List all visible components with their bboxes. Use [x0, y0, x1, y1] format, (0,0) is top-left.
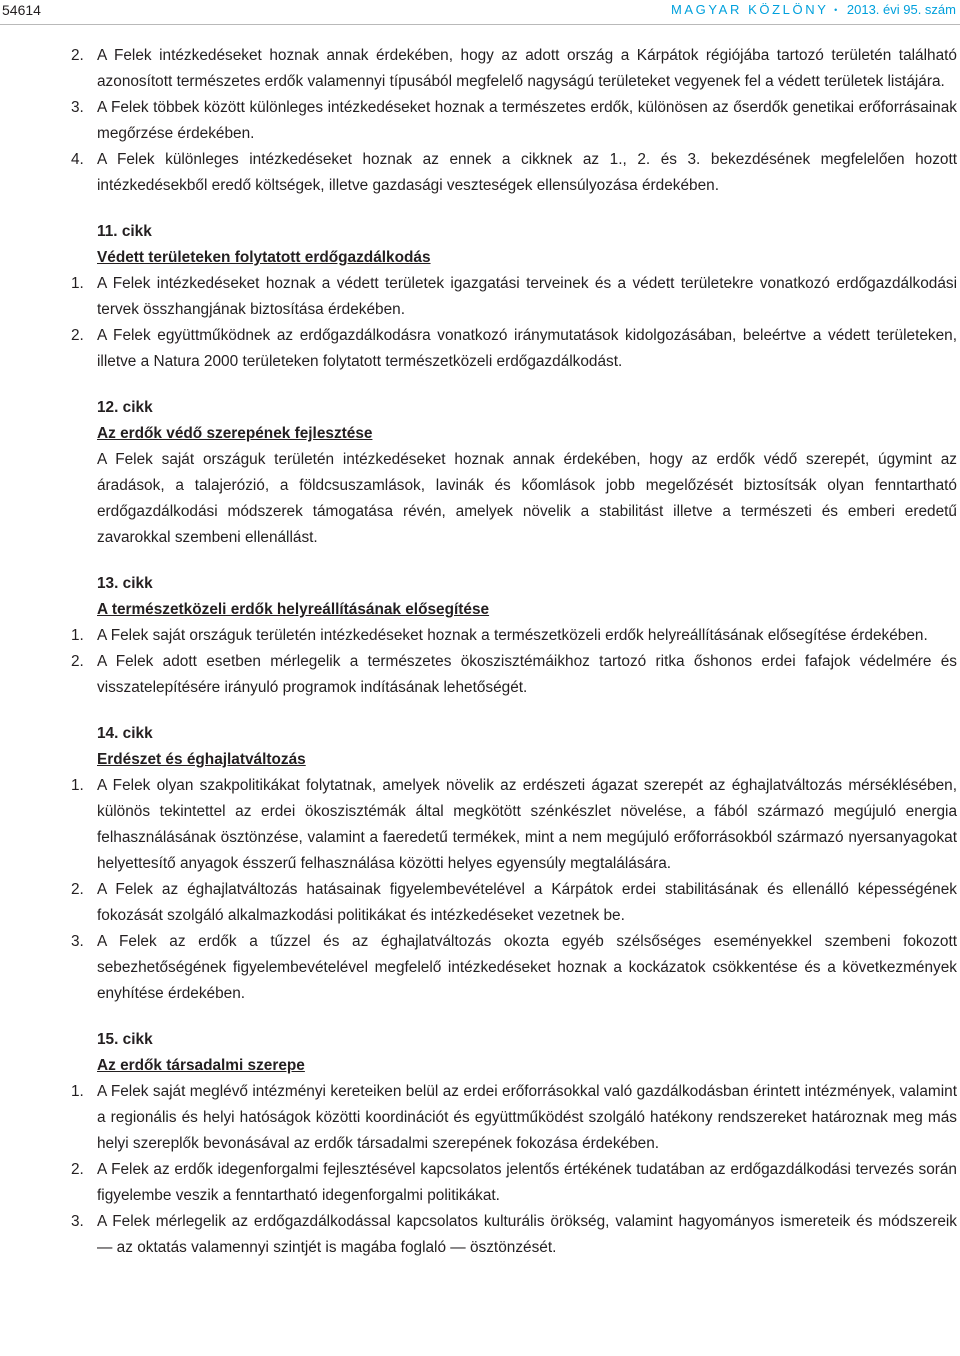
article	[71, 571, 957, 701]
paragraph-number: 3.	[71, 933, 84, 950]
article	[71, 721, 957, 1007]
article-title-text: Az erdők védő szerepének fejlesztése	[97, 425, 373, 442]
paragraph	[71, 271, 957, 323]
page-header	[0, 0, 960, 20]
paragraph-number: 2.	[71, 47, 84, 64]
articles-section	[71, 219, 957, 1261]
page-number: 54614	[2, 2, 41, 18]
intro-section	[71, 43, 957, 199]
paragraph	[71, 623, 957, 649]
issue-number: 2013. évi 95. szám	[846, 2, 956, 17]
paragraph	[71, 1209, 957, 1261]
paragraph	[71, 649, 957, 701]
journal-title: MAGYAR KÖZLÖNY	[670, 2, 829, 17]
article-title-text: Erdészet és éghajlatváltozás	[97, 751, 306, 768]
article-heading: 12. cikk	[97, 399, 153, 416]
paragraph-text: A Felek különleges intézkedéseket hoznak az ennek a cikknek az 1., 2. és 3. bekezdésének megfelelően hozott intézkedésekből eredő költségek, illetve gazdasági veszteségek ellensúlyozása érdekében.	[97, 151, 957, 194]
paragraph-number: 1.	[71, 1083, 84, 1100]
paragraph-text: A Felek adott esetben mérlegelik a természetes ökoszisztémáikhoz tartozó ritka őshonos erdei fafajok védelmére és visszatelepítésére irányuló programok indításának lehetőségét.	[97, 653, 957, 696]
paragraph-number: 2.	[71, 653, 84, 670]
paragraph-text: A Felek intézkedéseket hoznak a védett területek igazgatási terveinek és a védett területekre vonatkozó erdőgazdálkodási tervek összhangjának biztosítása érdekében.	[97, 275, 957, 318]
paragraph-text: A Felek többek között különleges intézkedéseket hoznak a természetes erdők, különösen az őserdők genetikai erőforrásainak megőrzése érdekében.	[97, 99, 957, 142]
paragraph-number: 3.	[71, 1213, 84, 1230]
article-title	[97, 597, 957, 623]
article-title	[97, 1053, 957, 1079]
article-heading: 14. cikk	[97, 725, 153, 742]
paragraph-text: A Felek saját meglévő intézményi kereteiken belül az erdei erőforrásokkal való gazdálkodásban érintett intézmények, valamint a regionális és helyi hatóságok közötti koordinációt és együttműködést szolgáló hatékony rendszereket határoznak meg más helyi szereplők bevonásával az erdők társadalmi szerepének fokozása érdekében.	[97, 1083, 957, 1152]
paragraph	[97, 447, 957, 551]
running-head	[671, 0, 956, 20]
paragraph	[71, 1157, 957, 1209]
paragraph-text: A Felek olyan szakpolitikákat folytatnak, amelyek növelik az erdészeti ágazat szerepét az éghajlatváltozás mérséklésében, különös tekintettel az erdei ökoszisztémák által megkötött szénkészlet növelése, a fából származó megújuló energia felhasználásának ösztönzése, valamint a faeredetű termékek, mint a nem megújuló erőforrásokból származó nyersanyagokat helyettesítő anyagok ésszerű felhasználása közötti helyes egyensúly megtalálására.	[97, 777, 957, 872]
article	[71, 219, 957, 375]
paragraph	[71, 147, 957, 199]
article-title-text: Az erdők társadalmi szerepe	[97, 1057, 305, 1074]
article	[71, 1027, 957, 1261]
article-title-text: Védett területeken folytatott erdőgazdálkodás	[97, 249, 431, 266]
document-body	[71, 43, 957, 1261]
paragraph	[71, 43, 957, 95]
paragraph	[71, 929, 957, 1007]
bullet-separator: •	[834, 5, 838, 15]
paragraph-text: A Felek együttműködnek az erdőgazdálkodásra vonatkozó iránymutatások kidolgozásában, beleértve a védett területeken, illetve a Natura 2000 területeken folytatott természetközeli erdőgazdálkodást.	[97, 327, 957, 370]
article-title	[97, 421, 957, 447]
article-heading: 13. cikk	[97, 575, 153, 592]
paragraph-text: A Felek mérlegelik az erdőgazdálkodással kapcsolatos kulturális örökség, valamint hagyományos ismereteik és módszereik — az oktatás valamennyi szintjét is magába foglaló — ösztönzését.	[97, 1213, 957, 1256]
paragraph	[71, 323, 957, 375]
paragraph-text: A Felek saját országuk területén intézkedéseket hoznak a természetközeli erdők helyreállításának elősegítése érdekében.	[97, 627, 928, 644]
paragraph-text: A Felek az erdők a tűzzel és az éghajlatváltozás okozta egyéb szélsőséges eseményekkel szembeni fokozott sebezhetőségének figyelembevételével megfelelő intézkedéseket hoznak a kockázatok csökkentése és a következmények enyhítése érdekében.	[97, 933, 957, 1002]
paragraph	[71, 95, 957, 147]
paragraph-number: 2.	[71, 1161, 84, 1178]
paragraph-number: 3.	[71, 99, 84, 116]
paragraph	[71, 877, 957, 929]
paragraph-text: A Felek az éghajlatváltozás hatásainak figyelembevételével a Kárpátok erdei stabilitásának és ellenálló képességének fokozását szolgáló alkalmazkodási politikákat és intézkedéseket vezetnek be.	[97, 881, 957, 924]
paragraph-number: 2.	[71, 327, 84, 344]
paragraph-text: A Felek saját országuk területén intézkedéseket hoznak annak érdekében, hogy az erdők védő szerepét, úgymint az áradások, a talajerózió, a földcsuszamlások, lavinák és kőomlások jobb megelőzését biztosítsák olyan fenntartható erdőgazdálkodási módszerek támogatása révén, amelyek növelik a stabilitást illetve a természeti és emberi eredetű zavarokkal szembeni ellenállást.	[97, 451, 957, 546]
paragraph-number: 1.	[71, 275, 84, 292]
article	[97, 395, 957, 551]
article-title-text: A természetközeli erdők helyreállításának elősegítése	[97, 601, 490, 618]
header-rule	[0, 24, 960, 25]
paragraph-number: 1.	[71, 627, 84, 644]
paragraph	[71, 773, 957, 877]
paragraph-number: 2.	[71, 881, 84, 898]
article-title	[97, 747, 957, 773]
paragraph-number: 1.	[71, 777, 84, 794]
article-heading: 11. cikk	[97, 223, 152, 240]
paragraph-text: A Felek intézkedéseket hoznak annak érdekében, hogy az adott ország a Kárpátok régiójába tartozó területén található azonosított természetes erdők valamennyi típusából megfelelő nagyságú területeket vegyenek fel a védett területek listájára.	[97, 47, 957, 90]
paragraph-text: A Felek az erdők idegenforgalmi fejlesztésével kapcsolatos jelentős értékének tudatában az erdőgazdálkodási tervezés során figyelembe veszik a fenntartható idegenforgalmi politikákat.	[97, 1161, 957, 1204]
article-title	[97, 245, 957, 271]
article-heading: 15. cikk	[97, 1031, 153, 1048]
paragraph-number: 4.	[71, 151, 84, 168]
paragraph	[71, 1079, 957, 1157]
